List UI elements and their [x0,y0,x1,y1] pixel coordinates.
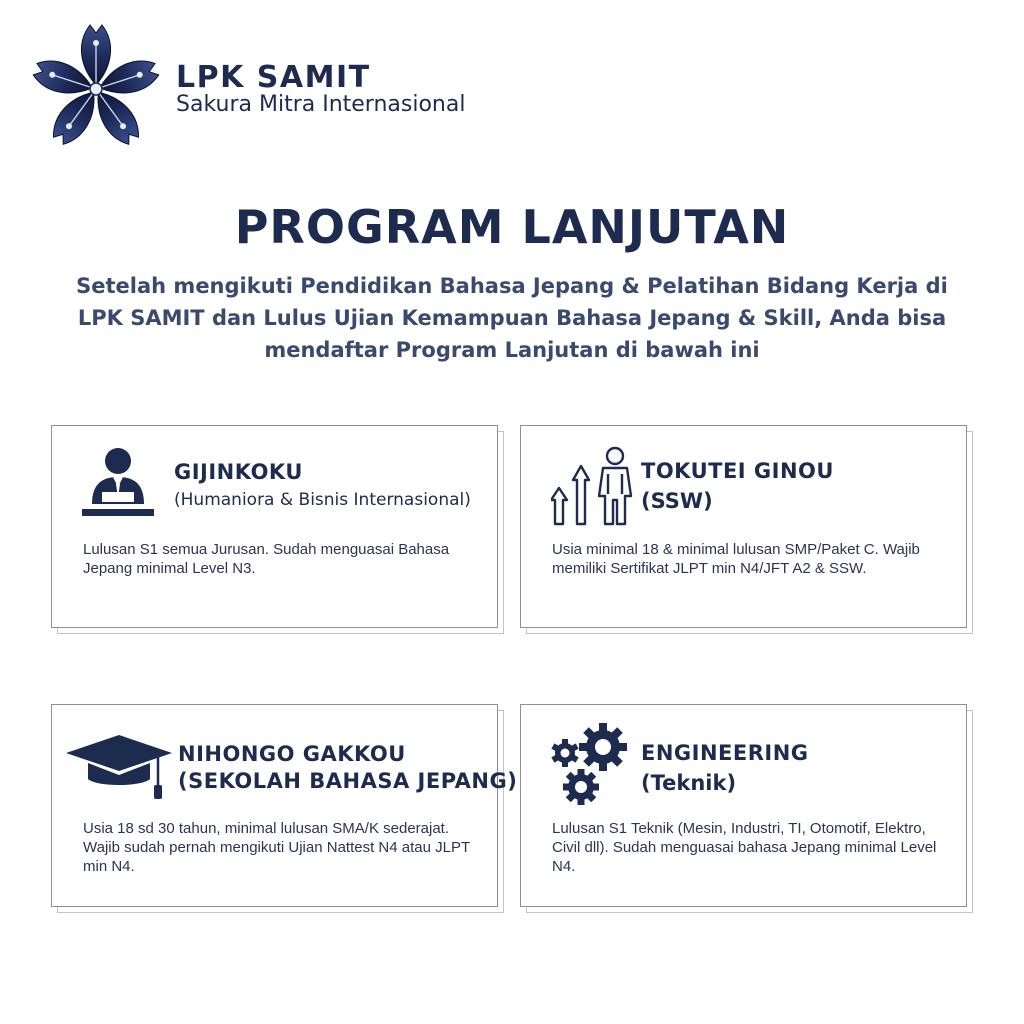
program-subtitle: (SSW) [641,489,713,513]
program-subtitle: (Humaniora & Bisnis Internasional) [174,490,471,510]
brand-name: LPK SAMIT [176,60,371,95]
page-title: PROGRAM LANJUTAN [234,200,790,254]
intro-text: Setelah mengikuti Pendidikan Bahasa Jepang & Pelatihan Bidang Kerja di LPK SAMIT dan Lulus Ujian Kemampuan Bahasa Jepang & Skill, Anda bisa mendaftar Program Lanjutan di bawah ini [76,274,948,362]
program-title: ENGINEERING [641,741,809,765]
brand-subtitle: Sakura Mitra Internasional [176,92,466,117]
graduation-cap-icon [66,735,172,807]
program-subtitle: (Teknik) [641,771,737,795]
program-card-nihongo-gakkou [51,704,518,907]
program-description: Lulusan S1 semua Jurusan. Sudah menguasai Bahasa Jepang minimal Level N3. [83,541,450,577]
program-description: Usia minimal 18 & minimal lulusan SMP/Paket C. Wajib memiliki Sertifikat JLPT min N4/JFT A2 & SSW. [552,541,920,577]
program-card-engineering [520,704,967,907]
program-description: Lulusan S1 Teknik (Mesin, Industri, TI, Otomotif, Elektro, Civil dll). Sudah menguasai bahasa Jepang minimal Level N4. [552,820,937,875]
program-description: Usia 18 sd 30 tahun, minimal lulusan SMA/K sederajat. Wajib sudah pernah mengikuti Ujian Nattest N4 atau JLPT min N4. [83,820,470,875]
program-title: NIHONGO GAKKOU [178,742,406,766]
program-card-gijinkoku [51,425,498,628]
gears-icon [551,723,629,811]
program-card-tokutei-ginou [520,425,967,628]
program-subtitle: (SEKOLAH BAHASA JEPANG) [178,769,518,793]
program-title: TOKUTEI GINOU [641,459,834,483]
sakura-logo-icon [28,22,164,152]
program-title: GIJINKOKU [174,460,303,484]
worker-growth-icon [551,444,635,534]
office-worker-icon [82,446,158,530]
